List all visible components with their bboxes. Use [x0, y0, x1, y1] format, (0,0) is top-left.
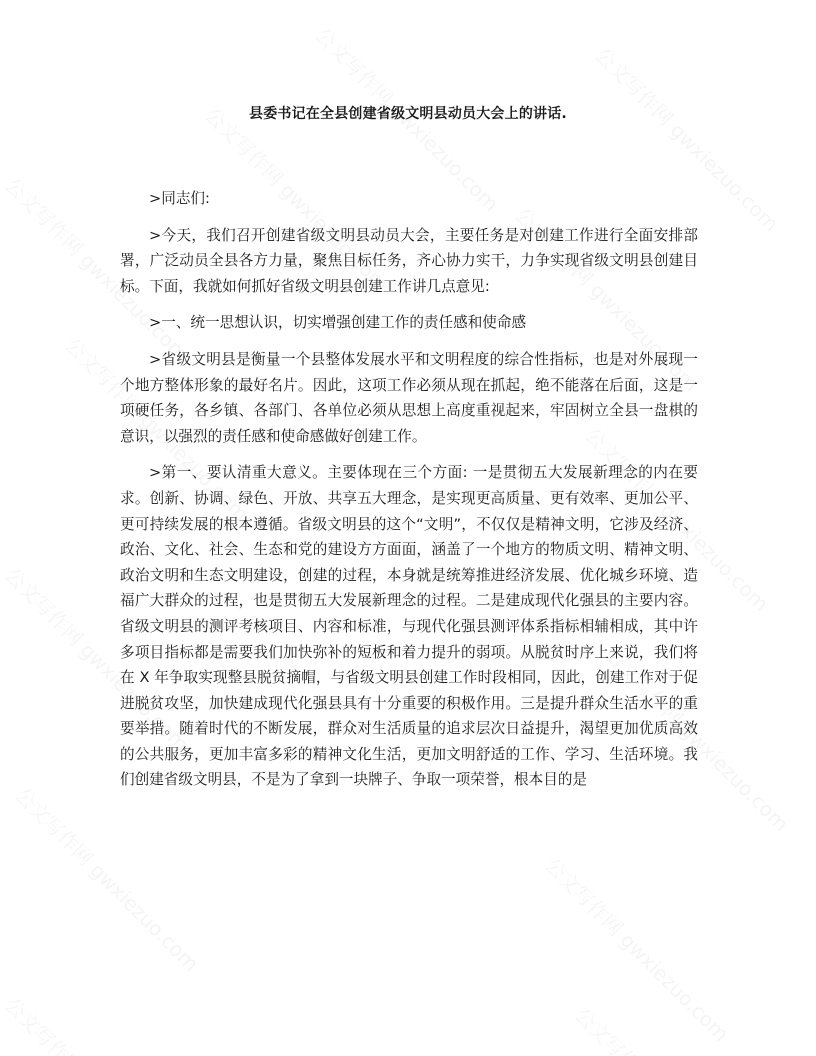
intro-paragraph: >今天，我们召开创建省级文明县动员大会，主要任务是对创建工作进行全面安排部署，广泛动员全县各方力量，聚焦目标任务，齐心协力实干，力争实现省级文明县创建目标。下面，我就如何抓好省级文明县创建工作讲几点意见: — [120, 226, 698, 295]
body-paragraph: >第一、要认清重大意义。主要体现在三个方面: 一是贯彻五大发展新理念的内在要求。创新、协调、绿色、开放、共享五大理念，是实现更高质量、更有效率、更加公平、更可持续发展的根本遵循。省级文明县的这个“文明”，不仅仅是精神文明，它涉及经济、政治、文化、社会、生态和党的建设方方面面，涵盖了一个地方的物质文明、精神文明、政治文明和生态文明建设，创建的过程，本身就是统筹推进经济发展、优化城乡环境、造福广大群众的过程，也是贯彻五大发展新理念的过程。二是建成现代化强县的主要内容。省级文明县的测评考核项目、内容和标准，与现代化强县测评体系指标相辅相成，其中许多项目指标都是需要我们加快弥补的短板和着力提升的弱项。从脱贫时序上来说，我们将在 X 年争取实现整县脱贫摘帽，与省级文明县创建工作时段相同，因此，创建工作对于促进脱贫攻坚，加快建成现代化强县具有十分重要的积极作用。三是提升群众生活水平的重要举措。随着时代的不断发展，群众对生活质量的追求层次日益提升，渴望更加优质高效的公共服务，更加丰富多彩的精神文化生活，更加文明舒适的工作、学习、生活环境。我们创建省级文明县，不是为了拿到一块牌子、争取一项荣誉，根本目的是 — [120, 464, 698, 789]
body-paragraph: >省级文明县是衡量一个县整体发展水平和文明程度的综合性指标，也是对外展现一个地方整体形象的最好名片。因此，这项工作必须从现在抓起，绝不能落在后面，这是一项硬任务，各乡镇、各部门、各单位必须从思想上高度重视起来，牢固树立全县一盘棋的意识，以强烈的责任感和使命感做好创建工作。 — [120, 350, 698, 445]
document-body — [120, 186, 698, 804]
section-heading: >一、统一思想认识，切实增强创建工作的责任感和使命感 — [149, 314, 527, 332]
salutation-paragraph: >同志们: — [149, 190, 210, 207]
document-title: 县委书记在全县创建省级文明县动员大会上的讲话. — [249, 106, 567, 122]
